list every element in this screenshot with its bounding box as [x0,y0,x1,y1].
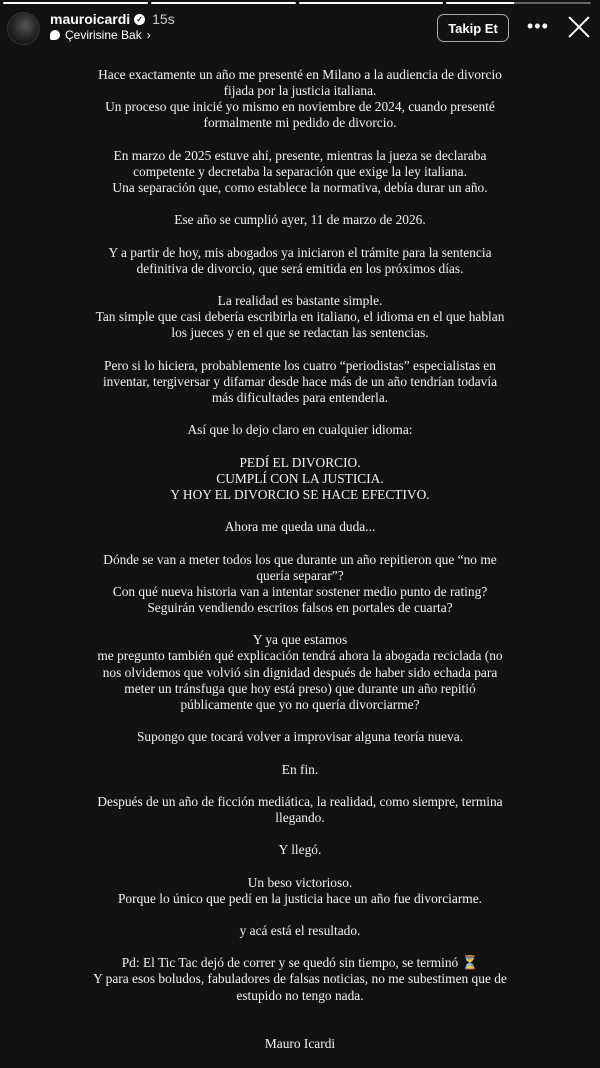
username[interactable]: mauroicardi [50,11,131,27]
paragraph: Dónde se van a meter todos los que durante un año repitieron que “no me quería separar”? Con qué nueva historia van a intentar sostener medio punto de rating? Seguirán vendiendo escritos falsos en portales de cuarta? [103,551,497,616]
paragraph: Ese año se cumplió ayer, 11 de marzo de 2026. [174,212,426,228]
progress-fill [446,2,514,4]
paragraph: Después de un año de ficción mediática, la realidad, como siempre, termina llegando. [97,793,503,825]
verified-badge-icon: ✓ [134,14,145,25]
user-info[interactable] [50,11,175,27]
paragraph: En marzo de 2025 estuve ahí, presente, mientras la jueza se declaraba competente y decretaba la separación que exige la ley italiana. Una separación que, como establece la normativa, debía durar un año. [112,147,488,196]
paragraph: PEDÍ EL DIVORCIO. CUMPLÍ CON LA JUSTICIA. Y HOY EL DIVORCIO SE HACE EFECTIVO. [170,454,430,502]
progress-fill [299,2,444,4]
paragraph: Pd: El Tic Tac dejó de correr y se quedó sin tiempo, se terminó ⏳ Y para esos boludos, fabuladores de falsas noticias, no me subestimen que de estupido no tengo nada. [93,955,507,1003]
more-horizontal-icon[interactable]: ••• [527,16,549,36]
chevron-right-icon: › [146,28,151,42]
paragraph: Y ya que estamos me pregunto también qué explicación tendrá ahora la abogada reciclada (no nos olvidemos que volvió sin dignidad después de haber sido echada para meter un tránsfuga que hoy está preso) que durante un año repitió públicamente que yo no quería divorciarme? [97,632,503,712]
avatar[interactable] [7,12,40,45]
paragraph: Supongo que tocará volver a improvisar alguna teoría nueva. [136,729,464,745]
paragraph: Un beso victorioso. Porque lo único que pedí en la justicia hace un año fue divorciarme. [117,874,483,906]
signature: Mauro Icardi [264,1035,336,1051]
progress-segment [3,2,148,4]
progress-segment [446,2,591,4]
close-icon[interactable] [567,15,591,39]
paragraph: La realidad es bastante simple. Tan simple que casi debería escribirla en italiano, el idioma en el que hablan los jueces y en el que se redactan las sentencias. [95,293,505,341]
progress-fill [151,2,296,4]
paragraph: Hace exactamente un año me presenté en Milano a la audiencia de divorcio fijada por la justicia italiana. Un proceso que inicié yo mismo en noviembre de 2024, cuando presenté formalmente mi pedido de divorcio. [98,67,502,131]
story-progress-bar [3,2,591,4]
progress-segment [151,2,296,4]
follow-button[interactable]: Takip Et [437,14,509,42]
progress-segment [299,2,444,4]
paragraph: Ahora me queda una duda... [224,519,376,535]
paragraph: y acá está el resultado. [239,923,361,939]
progress-fill [3,2,148,4]
story-text [0,67,600,1068]
post-time: 15s [152,11,175,27]
translate-link[interactable] [50,28,151,42]
paragraph: Pero si lo hiciera, probablemente los cuatro “periodistas” especialistas en inventar, tergiversar y difamar desde hace más de un año tendrían todavía más dificultades para entenderla. [102,357,498,406]
translate-label: Çevirisine Bak [65,28,142,42]
speech-bubble-icon [50,30,60,40]
paragraph: Así que lo dejo claro en cualquier idioma: [187,422,413,438]
paragraph: En fin. [281,761,319,777]
paragraph: Y a partir de hoy, mis abogados ya iniciaron el trámite para la sentencia definitiva de divorcio, que será emitida en los próximos días. [108,244,492,276]
paragraph: Y llegó. [278,842,322,858]
